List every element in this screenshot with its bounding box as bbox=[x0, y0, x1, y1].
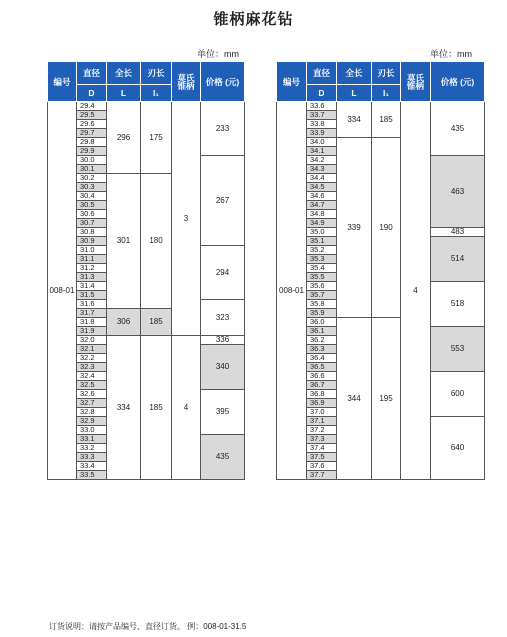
header-edge-symbol: l₁ bbox=[372, 85, 401, 102]
diameter-cell: 36.5 bbox=[307, 363, 337, 372]
diameter-cell: 31.2 bbox=[77, 264, 107, 273]
edge-length-cell: 190 bbox=[372, 138, 401, 318]
edge-length-cell: 195 bbox=[372, 318, 401, 480]
header-edge-symbol: l₁ bbox=[141, 85, 172, 102]
header-diameter-symbol: D bbox=[307, 85, 337, 102]
diameter-cell: 33.2 bbox=[77, 444, 107, 453]
diameter-cell: 37.1 bbox=[307, 417, 337, 426]
edge-length-cell: 175 bbox=[141, 102, 172, 174]
price-cell: 518 bbox=[431, 282, 485, 327]
diameter-cell: 36.1 bbox=[307, 327, 337, 336]
diameter-cell: 35.5 bbox=[307, 273, 337, 282]
table-row bbox=[48, 336, 245, 345]
diameter-cell: 36.7 bbox=[307, 381, 337, 390]
diameter-cell: 34.6 bbox=[307, 192, 337, 201]
diameter-cell: 36.9 bbox=[307, 399, 337, 408]
diameter-cell: 36.8 bbox=[307, 390, 337, 399]
diameter-cell: 37.5 bbox=[307, 453, 337, 462]
product-code: 008-01 bbox=[277, 102, 307, 480]
diameter-cell: 36.0 bbox=[307, 318, 337, 327]
diameter-cell: 37.7 bbox=[307, 471, 337, 480]
diameter-cell: 31.7 bbox=[77, 309, 107, 318]
price-cell: 267 bbox=[201, 156, 245, 246]
price-cell: 395 bbox=[201, 390, 245, 435]
diameter-cell: 36.2 bbox=[307, 336, 337, 345]
length-cell: 344 bbox=[337, 318, 372, 480]
diameter-cell: 31.9 bbox=[77, 327, 107, 336]
diameter-cell: 29.8 bbox=[77, 138, 107, 147]
diameter-cell: 31.8 bbox=[77, 318, 107, 327]
diameter-cell: 33.6 bbox=[307, 102, 337, 111]
spec-table-left bbox=[47, 61, 245, 480]
diameter-cell: 29.4 bbox=[77, 102, 107, 111]
price-cell: 294 bbox=[201, 246, 245, 300]
page-title: 锥柄麻花钻 bbox=[213, 11, 294, 28]
diameter-cell: 30.6 bbox=[77, 210, 107, 219]
diameter-cell: 33.4 bbox=[77, 462, 107, 471]
diameter-cell: 36.4 bbox=[307, 354, 337, 363]
header-edge-length: 刃长 bbox=[141, 62, 172, 85]
diameter-cell: 34.3 bbox=[307, 165, 337, 174]
header-price: 价格 (元) bbox=[431, 62, 485, 102]
diameter-cell: 29.5 bbox=[77, 111, 107, 120]
diameter-cell: 29.9 bbox=[77, 147, 107, 156]
diameter-cell: 32.9 bbox=[77, 417, 107, 426]
diameter-cell: 31.4 bbox=[77, 282, 107, 291]
diameter-cell: 35.3 bbox=[307, 255, 337, 264]
diameter-cell: 32.7 bbox=[77, 399, 107, 408]
header-length-symbol: L bbox=[337, 85, 372, 102]
length-cell: 334 bbox=[337, 102, 372, 138]
diameter-cell: 33.9 bbox=[307, 129, 337, 138]
edge-length-cell: 180 bbox=[141, 174, 172, 309]
price-cell: 463 bbox=[431, 156, 485, 228]
price-cell: 514 bbox=[431, 237, 485, 282]
diameter-cell: 31.1 bbox=[77, 255, 107, 264]
header-length: 全长 bbox=[337, 62, 372, 85]
unit-label-right: 单位：mm bbox=[430, 49, 472, 59]
diameter-cell: 32.2 bbox=[77, 354, 107, 363]
table-row bbox=[277, 102, 485, 111]
diameter-cell: 33.8 bbox=[307, 120, 337, 129]
diameter-cell: 32.5 bbox=[77, 381, 107, 390]
diameter-cell: 30.7 bbox=[77, 219, 107, 228]
diameter-cell: 33.1 bbox=[77, 435, 107, 444]
diameter-cell: 32.8 bbox=[77, 408, 107, 417]
diameter-cell: 35.4 bbox=[307, 264, 337, 273]
header-diameter-symbol: D bbox=[77, 85, 107, 102]
diameter-cell: 37.2 bbox=[307, 426, 337, 435]
header-diameter: 直径 bbox=[77, 62, 107, 85]
header-length: 全长 bbox=[107, 62, 141, 85]
morse-taper-cell: 4 bbox=[172, 336, 201, 480]
product-code: 008-01 bbox=[48, 102, 77, 480]
diameter-cell: 37.3 bbox=[307, 435, 337, 444]
unit-label-left: 单位：mm bbox=[197, 49, 239, 59]
diameter-cell: 35.6 bbox=[307, 282, 337, 291]
diameter-cell: 30.0 bbox=[77, 156, 107, 165]
length-cell: 301 bbox=[107, 174, 141, 309]
length-cell: 339 bbox=[337, 138, 372, 318]
diameter-cell: 34.0 bbox=[307, 138, 337, 147]
diameter-cell: 30.4 bbox=[77, 192, 107, 201]
morse-taper-cell: 4 bbox=[401, 102, 431, 480]
diameter-cell: 31.5 bbox=[77, 291, 107, 300]
price-cell: 233 bbox=[201, 102, 245, 156]
diameter-cell: 33.0 bbox=[77, 426, 107, 435]
diameter-cell: 33.3 bbox=[77, 453, 107, 462]
diameter-cell: 36.3 bbox=[307, 345, 337, 354]
morse-taper-cell: 3 bbox=[172, 102, 201, 336]
diameter-cell: 34.9 bbox=[307, 219, 337, 228]
price-cell: 336 bbox=[201, 336, 245, 345]
diameter-cell: 34.2 bbox=[307, 156, 337, 165]
diameter-cell: 34.7 bbox=[307, 201, 337, 210]
length-cell: 306 bbox=[107, 309, 141, 336]
edge-length-cell: 185 bbox=[141, 309, 172, 336]
diameter-cell: 35.8 bbox=[307, 300, 337, 309]
diameter-cell: 32.0 bbox=[77, 336, 107, 345]
diameter-cell: 36.6 bbox=[307, 372, 337, 381]
diameter-cell: 34.5 bbox=[307, 183, 337, 192]
diameter-cell: 34.4 bbox=[307, 174, 337, 183]
header-code: 编号 bbox=[277, 62, 307, 102]
diameter-cell: 34.1 bbox=[307, 147, 337, 156]
header-price: 价格 (元) bbox=[201, 62, 245, 102]
length-cell: 334 bbox=[107, 336, 141, 480]
diameter-cell: 30.5 bbox=[77, 201, 107, 210]
edge-length-cell: 185 bbox=[372, 102, 401, 138]
header-diameter: 直径 bbox=[307, 62, 337, 85]
order-note: 订货说明：请按产品编号、直径订货。 例：008-01-31.5 bbox=[49, 622, 247, 631]
spec-table-right bbox=[276, 61, 485, 480]
header-edge-length: 刃长 bbox=[372, 62, 401, 85]
diameter-cell: 32.1 bbox=[77, 345, 107, 354]
price-cell: 640 bbox=[431, 417, 485, 480]
diameter-cell: 34.8 bbox=[307, 210, 337, 219]
diameter-cell: 31.6 bbox=[77, 300, 107, 309]
diameter-cell: 33.5 bbox=[77, 471, 107, 480]
header-length-symbol: L bbox=[107, 85, 141, 102]
price-cell: 435 bbox=[201, 435, 245, 480]
diameter-cell: 35.9 bbox=[307, 309, 337, 318]
header-code: 编号 bbox=[48, 62, 77, 102]
length-cell: 296 bbox=[107, 102, 141, 174]
diameter-cell: 37.4 bbox=[307, 444, 337, 453]
price-cell: 600 bbox=[431, 372, 485, 417]
diameter-cell: 32.4 bbox=[77, 372, 107, 381]
diameter-cell: 30.3 bbox=[77, 183, 107, 192]
diameter-cell: 32.6 bbox=[77, 390, 107, 399]
diameter-cell: 35.0 bbox=[307, 228, 337, 237]
diameter-cell: 35.7 bbox=[307, 291, 337, 300]
edge-length-cell: 185 bbox=[141, 336, 172, 480]
table-row bbox=[48, 102, 245, 111]
diameter-cell: 29.7 bbox=[77, 129, 107, 138]
diameter-cell: 30.1 bbox=[77, 165, 107, 174]
diameter-cell: 37.0 bbox=[307, 408, 337, 417]
header-morse-taper: 莫氏 锥柄 bbox=[172, 62, 201, 102]
diameter-cell: 32.3 bbox=[77, 363, 107, 372]
price-cell: 323 bbox=[201, 300, 245, 336]
diameter-cell: 31.0 bbox=[77, 246, 107, 255]
diameter-cell: 33.7 bbox=[307, 111, 337, 120]
diameter-cell: 35.1 bbox=[307, 237, 337, 246]
diameter-cell: 30.8 bbox=[77, 228, 107, 237]
diameter-cell: 30.9 bbox=[77, 237, 107, 246]
diameter-cell: 35.2 bbox=[307, 246, 337, 255]
header-morse-taper: 莫氏 锥柄 bbox=[401, 62, 431, 102]
price-cell: 435 bbox=[431, 102, 485, 156]
diameter-cell: 31.3 bbox=[77, 273, 107, 282]
price-cell: 483 bbox=[431, 228, 485, 237]
diameter-cell: 29.6 bbox=[77, 120, 107, 129]
diameter-cell: 37.6 bbox=[307, 462, 337, 471]
diameter-cell: 30.2 bbox=[77, 174, 107, 183]
price-cell: 340 bbox=[201, 345, 245, 390]
price-cell: 553 bbox=[431, 327, 485, 372]
